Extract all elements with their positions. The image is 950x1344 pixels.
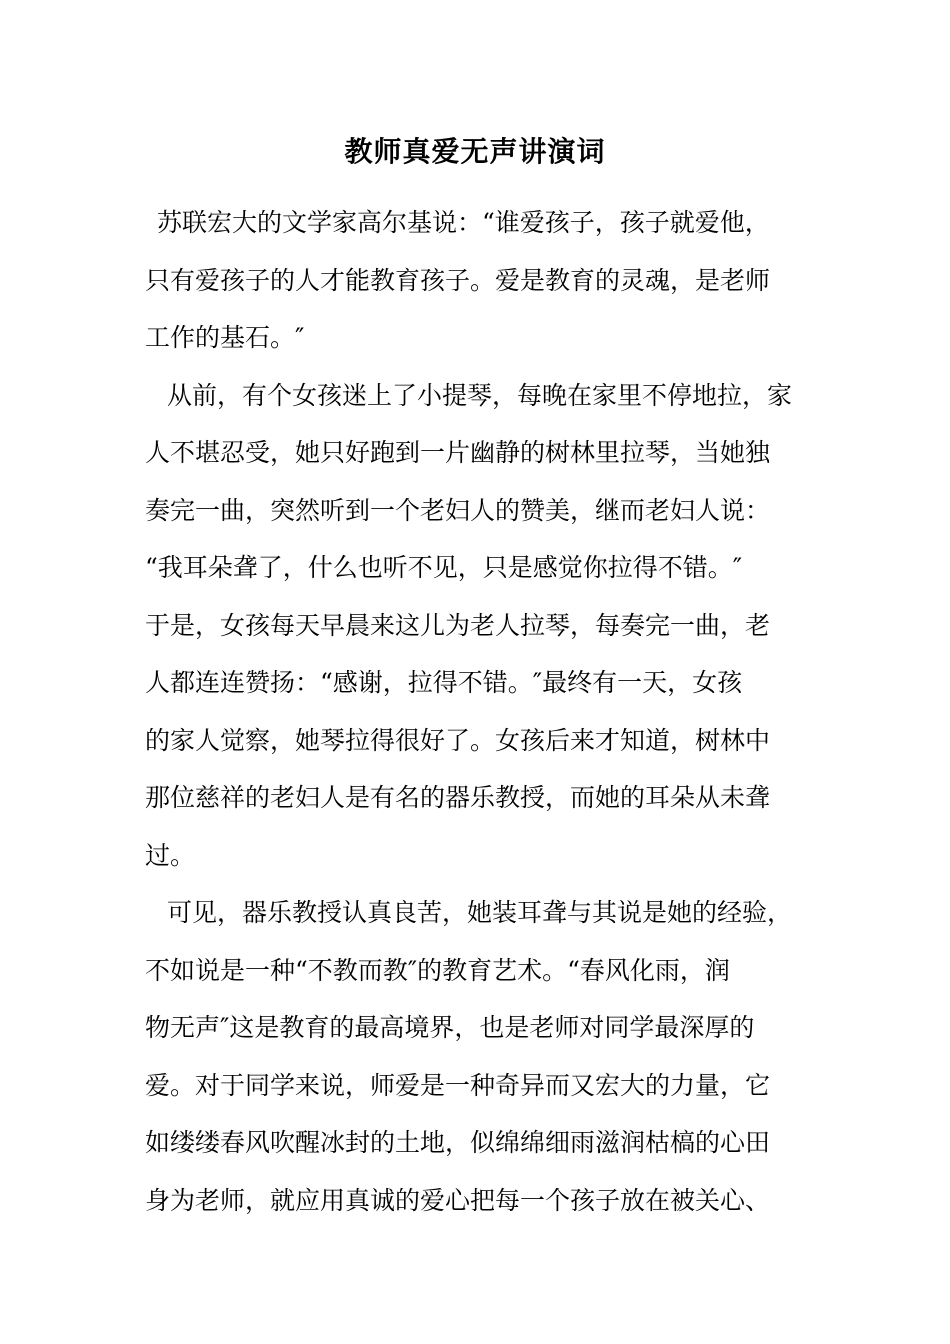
text-line: 过。 <box>145 840 196 870</box>
text-line: 人不堪忍受，她只好跑到一片幽静的树林里拉琴，当她独 <box>145 438 771 467</box>
text-line: 物无声″这是教育的最高境界，也是老师对同学最深厚的 <box>145 1013 755 1042</box>
text-line: 苏联宏大的文学家高尔基说：“谁爱孩子，孩子就爱他， <box>157 208 770 237</box>
text-line: 的家人觉察，她琴拉得很好了。女孩后来才知道，树林中 <box>145 725 771 755</box>
document-title: 教师真爱无声讲演词 <box>344 135 606 168</box>
text-line: 人都连连赞扬：“感谢，拉得不错。″最终有一天，女孩 <box>145 668 743 697</box>
text-line: 不如说是一种“不教而教″的教育艺术。“春风化雨，润 <box>145 955 730 985</box>
text-line: 那位慈祥的老妇人是有名的器乐教授，而她的耳朵从未聋 <box>145 783 771 812</box>
document-body <box>145 194 815 1229</box>
text-line: 如缕缕春风吹醒冰封的土地，似绵绵细雨滋润枯槁的心田 <box>145 1128 771 1157</box>
text-line: 可见，器乐教授认真良苦，她装耳聋与其说是她的经验， <box>167 898 793 927</box>
text-line: 于是，女孩每天早晨来这儿为老人拉琴，每奏完一曲，老 <box>145 610 771 640</box>
text-line: 工作的基石。″ <box>145 323 305 352</box>
text-line: 爱。对于同学来说，师爱是一种奇异而又宏大的力量，它 <box>145 1070 771 1100</box>
text-line: 只有爱孩子的人才能教育孩子。爱是教育的灵魂，是老师 <box>145 265 771 295</box>
text-line: 奏完一曲，突然听到一个老妇人的赞美，继而老妇人说： <box>145 495 771 525</box>
text-line: “我耳朵聋了，什么也听不见，只是感觉你拉得不错。″ <box>145 553 743 582</box>
text-line: 从前，有个女孩迷上了小提琴，每晚在家里不停地拉，家 <box>167 380 793 410</box>
text-line: 身为老师，就应用真诚的爱心把每一个孩子放在被关心、 <box>145 1185 771 1215</box>
